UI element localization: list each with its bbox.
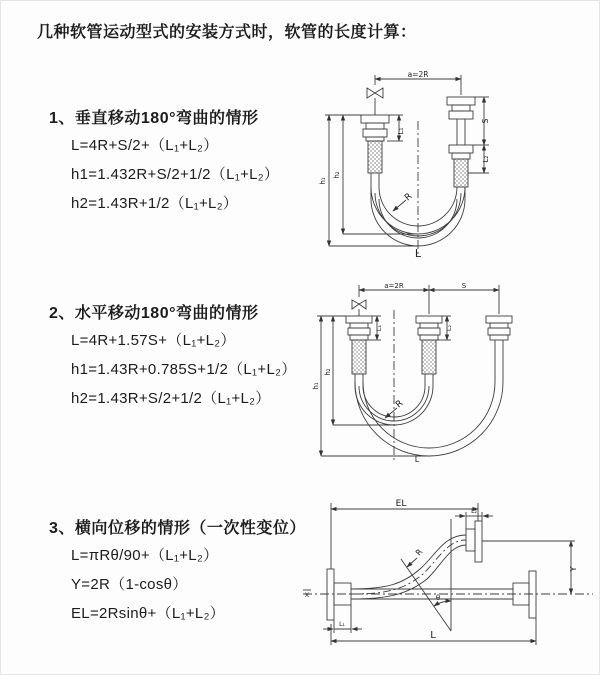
axis-marker-x: X: [304, 591, 310, 599]
dim-label-r: R: [413, 547, 425, 558]
dim-label-h2: h₂: [324, 368, 332, 376]
section-1-formula-L: L=4R+S/2+（L₁+L₂）: [71, 137, 219, 154]
section-2-formula-h1: h1=1.43R+0.785S+1/2（L₁+L₂）: [71, 361, 297, 378]
dim-label-el: EL: [395, 499, 407, 509]
lateral-displacement-diagram: [299, 499, 597, 659]
diagram-2-linework: [317, 285, 512, 462]
braided-hose-section: [368, 141, 382, 173]
section-3-formula-Y: Y=2R（1-cosθ）: [71, 576, 188, 593]
dim-label-h1: h₁: [312, 382, 320, 390]
dim-label-y: Y: [569, 566, 578, 572]
section-3-heading: 3、横向位移的情形（一次性变位）: [49, 520, 306, 537]
diagram-3-linework: [303, 503, 593, 645]
dim-label-l2: L₂: [445, 324, 453, 332]
section-2-heading: 2、水平移动180°弯曲的情形: [49, 305, 259, 322]
section-1-formula-h1: h1=1.432R+S/2+1/2（L₁+L₂）: [71, 166, 280, 183]
dim-label-h2: h₂: [333, 171, 341, 179]
dim-label-l: L: [414, 247, 422, 259]
braided-hose-section: [422, 340, 436, 374]
section-3-text: [49, 515, 306, 628]
page-title: 几种软管运动型式的安装方式时，软管的长度计算：: [37, 24, 417, 41]
braided-hose-section: [454, 159, 468, 187]
dim-label-s: S: [461, 282, 467, 290]
valve-icon: [352, 300, 366, 309]
dim-label-l2: L₂: [471, 508, 477, 515]
section-3-formula-EL: EL=2Rsinθ+（L₁+L₂）: [71, 605, 225, 622]
section-2-text: [49, 300, 297, 413]
section-1-heading: 1、垂直移动180°弯曲的情形: [49, 110, 259, 127]
dim-label-r: R: [403, 191, 415, 204]
dim-label-a2r: a=2R: [384, 282, 404, 290]
dim-label-a2r: a=2R: [407, 70, 429, 79]
dim-label-l1: L₁: [397, 127, 405, 135]
braided-hose-section: [352, 340, 366, 374]
dim-label-s: S: [481, 118, 490, 124]
dim-label-l2: L₂: [482, 155, 490, 163]
dim-label-r: R: [394, 398, 406, 411]
dim-label-theta: θ: [435, 594, 441, 602]
valve-icon: [367, 88, 383, 98]
dim-label-l: L: [430, 630, 436, 641]
vertical-move-180-bend-diagram: [313, 69, 593, 259]
dim-label-l1: L₁: [339, 621, 345, 628]
section-2-formula-h2: h2=1.43R+S/2+1/2（L₁+L₂）: [71, 390, 271, 407]
dim-label-h1: h₁: [319, 177, 327, 185]
section-1-formula-h2: h2=1.43R+1/2（L₁+L₂）: [71, 195, 239, 212]
section-3-formula-L: L=πRθ/90+（L₁+L₂）: [71, 547, 219, 564]
diagram-1-linework: [325, 75, 489, 255]
horizontal-move-180-bend-diagram: [307, 282, 587, 464]
dim-label-l1: L₁: [375, 324, 383, 332]
section-2-formula-L: L=4R+1.57S+（L₁+L₂）: [71, 332, 236, 349]
section-1-text: [49, 105, 279, 218]
dim-label-l: L: [414, 455, 420, 464]
